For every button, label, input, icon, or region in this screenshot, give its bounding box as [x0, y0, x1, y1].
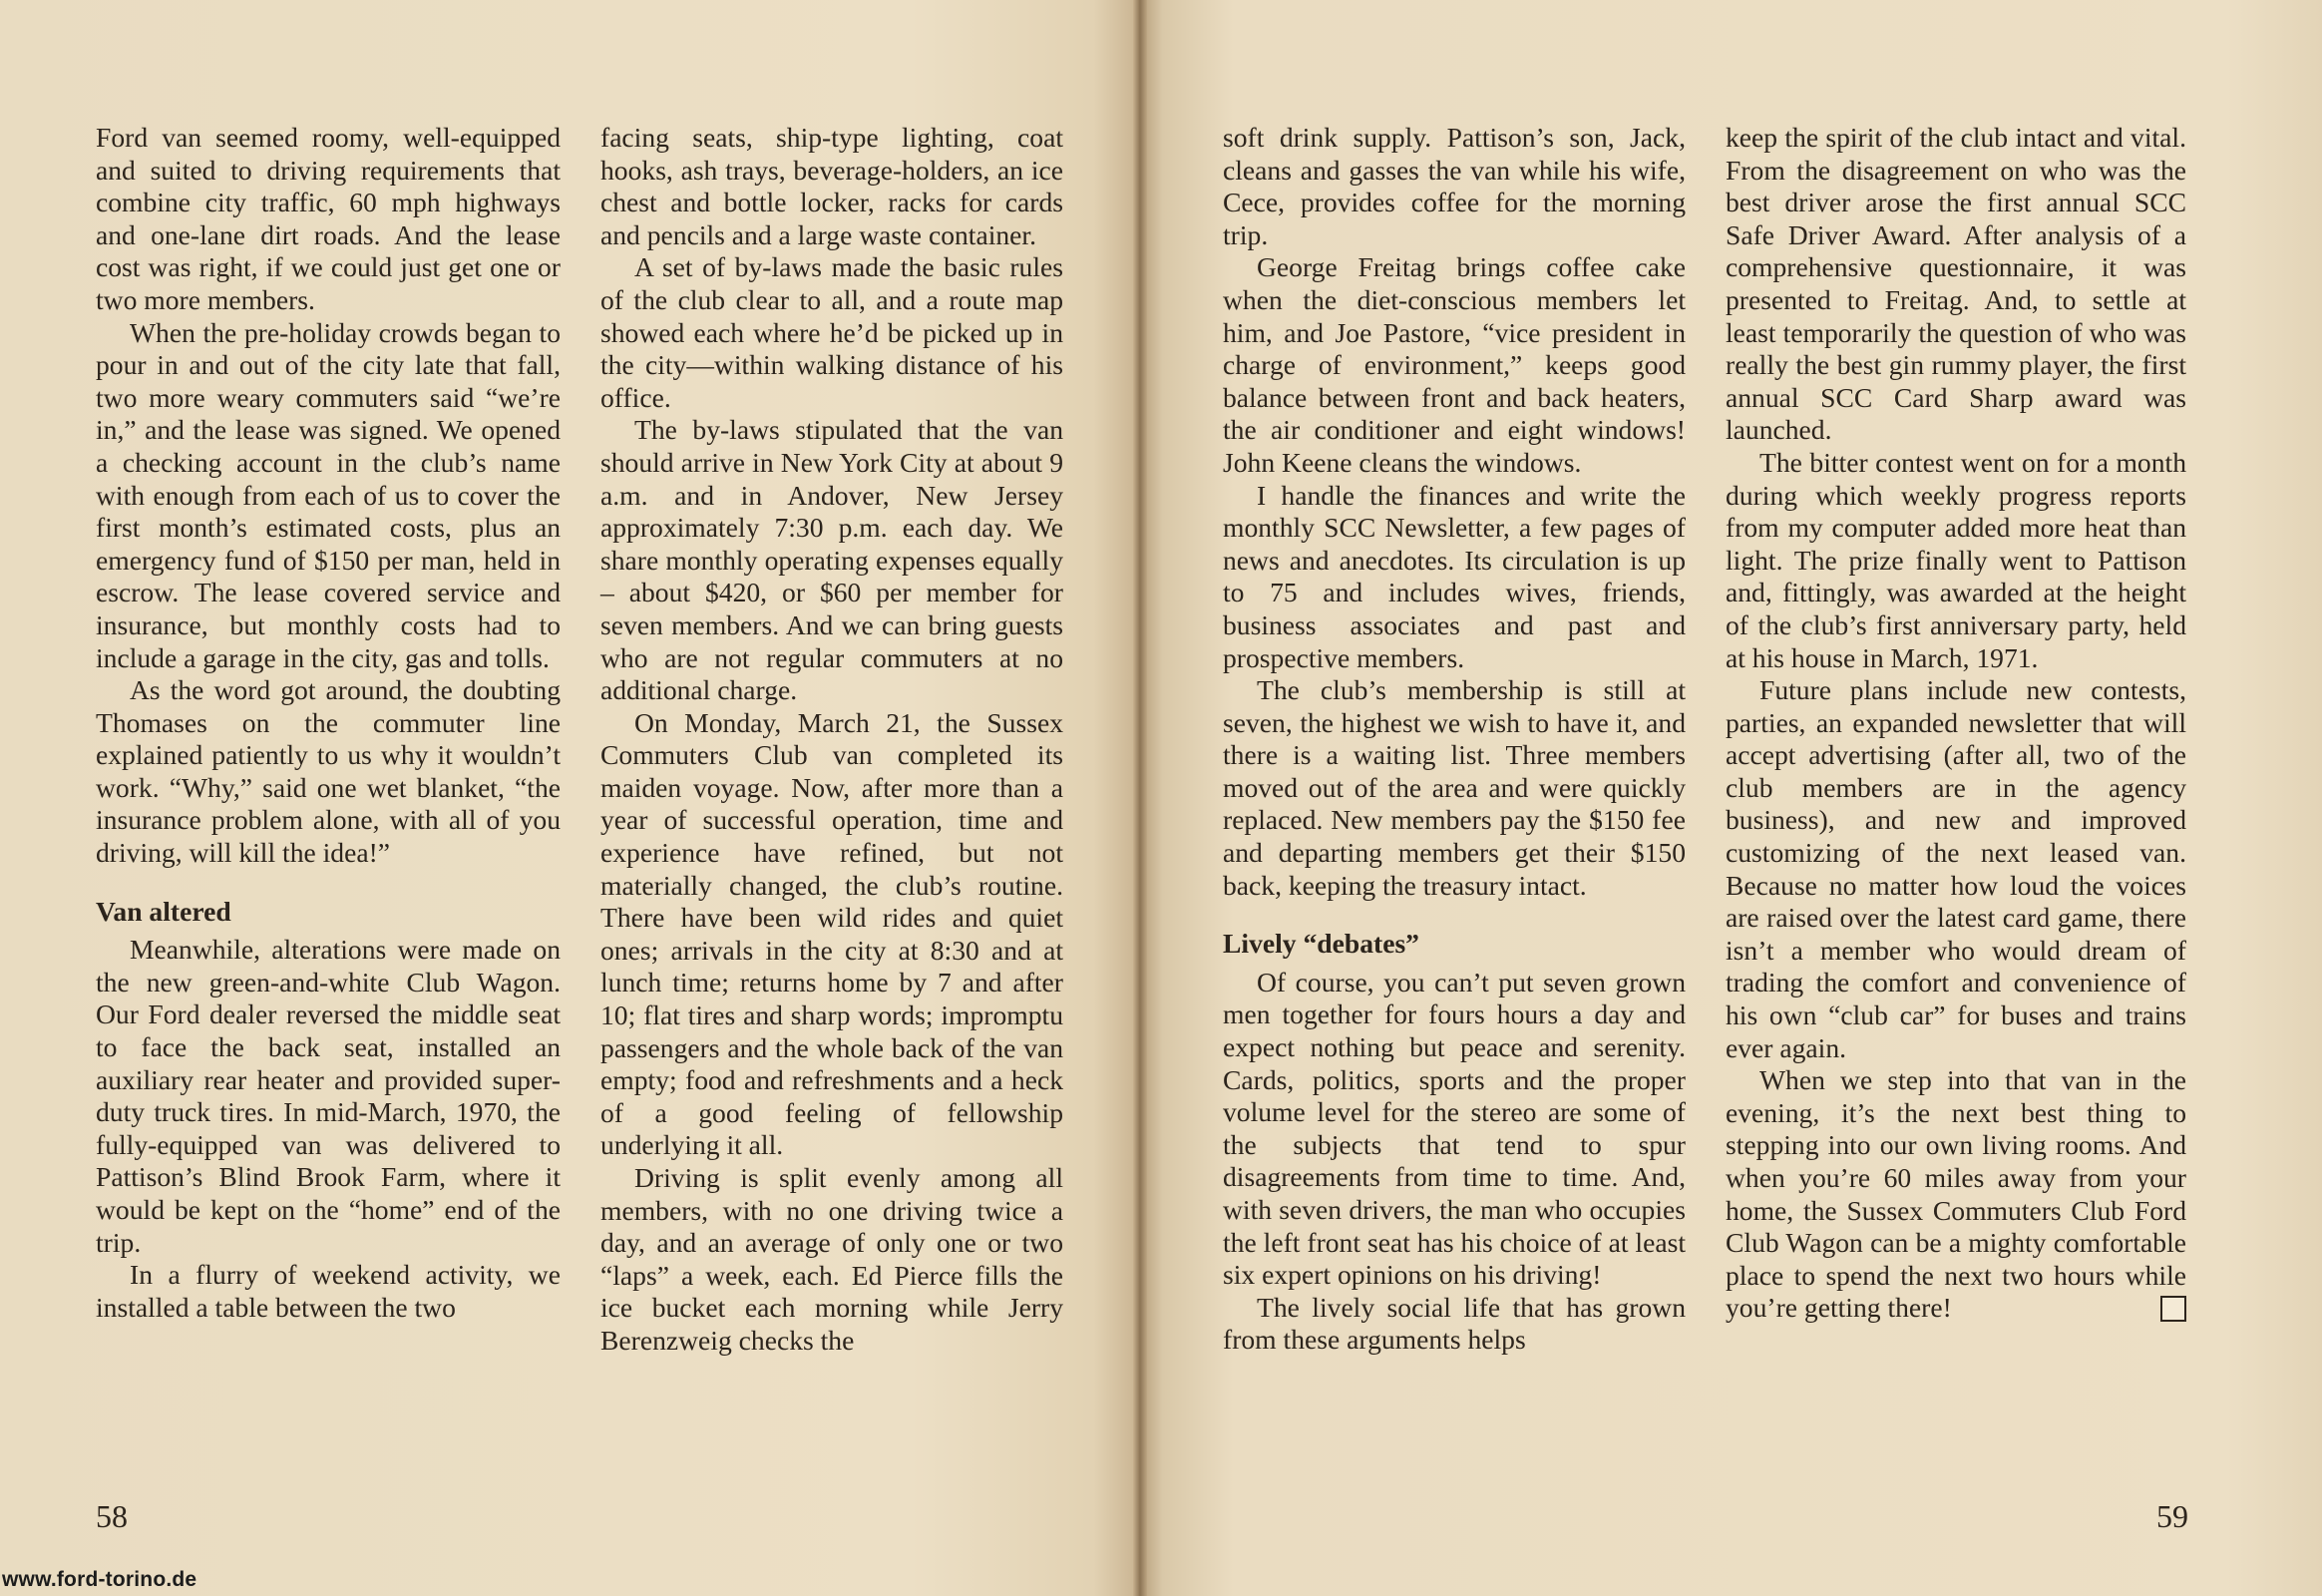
right-page-column-2 [1726, 122, 2186, 1325]
paragraph: Future plans include new contests, parties, an expanded newsletter that will accept advertising (after all, two of the club members are in the agency business), and new and improved customizing of the next leased van. Because no matter how loud the voices are raised over the latest card game, there isn’t a member who would dream of trading the comfort and convenience of his own “club car” for buses and trains ever again. [1726, 674, 2186, 1063]
watermark: www.ford-torino.de [2, 1568, 197, 1591]
section-heading: Lively “debates” [1223, 928, 1419, 960]
paragraph: facing seats, ship-type lighting, coat hooks, ash trays, beverage-holders, an ice chest and bottle locker, racks for cards and pencils and a large waste container. [600, 122, 1063, 250]
paragraph: The by-laws stipulated that the van should arrive in New York City at about 9 a.m. and in Andover, New Jersey approximately 7:30 p.m. each day. We share monthly operating expenses equally – about $420, or $60 per member for seven members. And we can bring guests who are not regular commuters at no additional charge. [600, 414, 1063, 706]
paragraph: The lively social life that has grown from these arguments helps [1223, 1291, 1686, 1356]
paragraph: soft drink supply. Pattison’s son, Jack, cleans and gasses the van while his wife, Cece, provides coffee for the morning trip. [1223, 122, 1686, 250]
page-number-left: 58 [96, 1498, 128, 1534]
paragraph: Ford van seemed roomy, well-equipped and suited to driving requirements that combine city traffic, 60 mph highways and one-lane dirt roads. And the lease cost was right, if we could just get one or two more members. [96, 122, 561, 315]
paragraph: In a flurry of weekend activity, we installed a table between the two [96, 1259, 561, 1323]
paragraph: I handle the finances and write the monthly SCC Newsletter, a few pages of news and anecdotes. Its circulation is up to 75 and includes wives, friends, business associates and past and prospective members. [1223, 479, 1686, 673]
paragraph: As the word got around, the doubting Thomases on the commuter line explained patiently to us why it wouldn’t work. “Why,” said one wet blanket, “the insurance problem alone, with all of you driving, will kill the idea!” [96, 674, 561, 869]
paragraph: The bitter contest went on for a month during which weekly progress reports from my computer added more heat than light. The prize finally went to Pattison and, fittingly, was awarded at the height of the club’s first anniversary party, held at his house in March, 1971. [1726, 446, 2186, 673]
section-heading: Van altered [96, 895, 231, 927]
page-number-right: 59 [2156, 1498, 2188, 1534]
paragraph: On Monday, March 21, the Sussex Commuters Club van completed its maiden voyage. Now, after more than a year of successful operation, time and experience have refined, but not materially changed, the club’s routine. There have been wild rides and quiet ones; arrivals in the city at 8:30 and at lunch time; returns home by 7 and after 10; flat tires and sharp words; impromptu passengers and the whole back of the van empty; food and refreshments and a heck of a good feeling of fellowship underlying it all. [600, 706, 1063, 1161]
paragraph: George Freitag brings coffee cake when the diet-conscious members let him, and Joe Pastore, “vice president in charge of environment,” keeps good balance between front and back heaters, the air conditioner and eight windows! John Keene cleans the windows. [1223, 251, 1686, 478]
left-page-column-1 [96, 122, 561, 1324]
end-of-article-icon [2160, 1296, 2186, 1322]
paragraph: Meanwhile, alterations were made on the new green-and-white Club Wagon. Our Ford dealer reversed the middle seat to face the back seat, installed an auxiliary rear heater and provided super-duty truck tires. In mid-March, 1970, the fully-equipped van was delivered to Pattison’s Blind Brook Farm, where it would be kept on the “home” end of the trip. [96, 934, 561, 1258]
last-paragraph [1726, 1064, 2186, 1325]
paragraph: A set of by-laws made the basic rules of the club clear to all, and a route map showed each where he’d be picked up in the city—within walking distance of his office. [600, 251, 1063, 413]
paragraph: keep the spirit of the club intact and vital. From the disagreement on who was the best driver arose the first annual SCC Safe Driver Award. After analysis of a comprehensive questionnaire, it was presented to Freitag. And, to settle at least temporarily the question of who was really the best gin rummy player, the first annual SCC Card Sharp award was launched. [1726, 122, 2186, 446]
paragraph: Driving is split evenly among all members, with no one driving twice a day, and an average of only one or two “laps” a week, each. Ed Pierce fills the ice bucket each morning while Jerry Berenzweig checks the [600, 1162, 1063, 1356]
paragraph: The club’s membership is still at seven, the highest we wish to have it, and there is a waiting list. Three members moved out of the area and were quickly replaced. New members pay the $150 fee and departing members get their $150 back, keeping the treasury intact. [1223, 674, 1686, 901]
right-page-column-1 [1223, 122, 1686, 1357]
book-gutter [1133, 0, 1147, 1596]
paragraph: Of course, you can’t put seven grown men together for fours hours a day and expect nothing but peace and serenity. Cards, politics, sports and the proper volume level for the stereo are some of the subjects that tend to spur disagreements from time to time. And, with seven drivers, the man who occupies the left front seat has his choice of at least six expert opinions on his driving! [1223, 966, 1686, 1291]
left-page-column-2 [600, 122, 1063, 1358]
paragraph: When the pre-holiday crowds began to pour in and out of the city late that fall, two more weary commuters said “we’re in,” and the lease was signed. We opened a checking account in the club’s name with enough from each of us to cover the first month’s estimated costs, plus an emergency fund of $150 per man, held in escrow. The lease covered service and insurance, but monthly costs had to include a garage in the city, gas and tolls. [96, 316, 561, 673]
paragraph-text: When we step into that van in the evening, it’s the next best thing to stepping into our own living rooms. And when you’re 60 miles away from your home, the Sussex Commuters Club Ford Club Wagon can be a mighty comfortable place to spend the next two hours while you’re getting there! [1726, 1064, 2186, 1324]
